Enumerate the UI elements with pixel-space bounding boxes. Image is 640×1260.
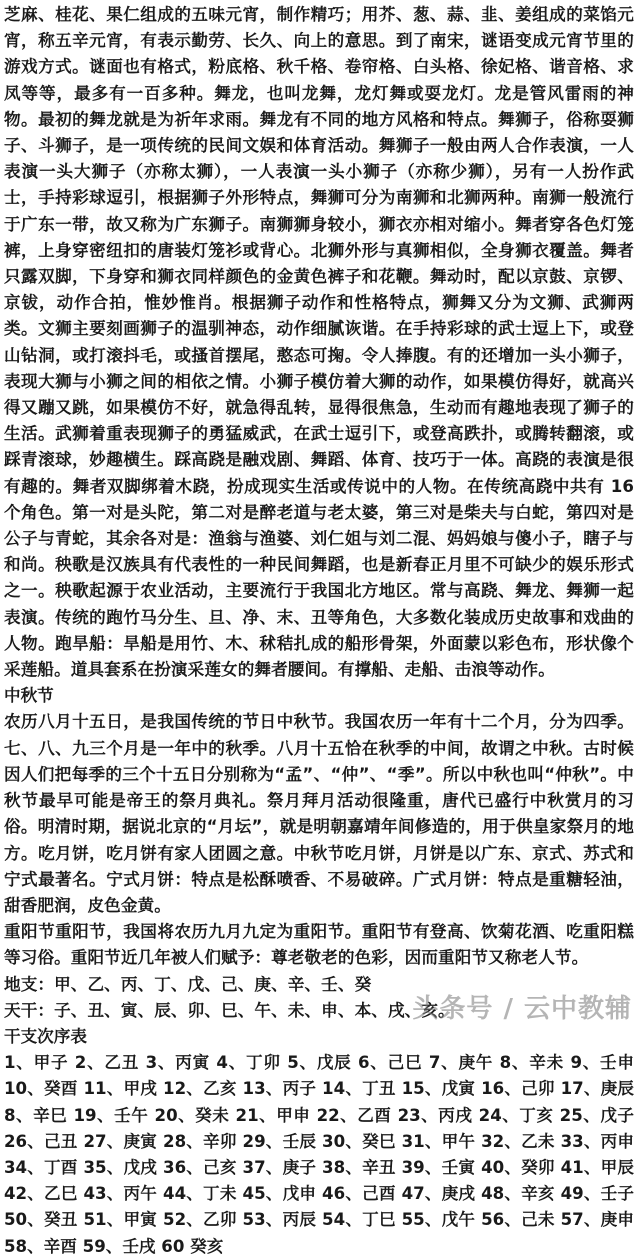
chongyang-paragraph: 重阳节重阳节，我国将农历九月九定为重阳节。重阳节有登高、饮菊花酒、吃重阳糕等习俗。重阳节近几年被人们赋予：尊老敬老的色彩，因而重阳节又称老人节。 [4, 922, 634, 968]
mid-autumn-heading: 中秋节 [4, 686, 54, 706]
ganzhi-cycle-list: 1、甲子 2、乙丑 3、丙寅 4、丁卯 5、戊辰 6、己巳 7、庚午 8、辛未 9、壬申 10、癸酉 11、甲戌 12、乙亥 13、丙子 14、丁丑 15、戊寅 16、己卯 17、庚辰 8、辛巳 19、壬午 20、癸未 21、甲申 22、乙酉 23、丙戌 24、丁亥 25、戊子 26、己丑 27、庚寅 28、辛卯 29、壬辰 30、癸巳 31、甲午 32、乙未 33、丙申 34、丁酉 35、戊戌 36、己亥 37、庚子 38、辛丑 39、壬寅 40、癸卯 41、甲辰 42、乙巳 43、丙午 44、丁未 45、戊申 46、己酉 47、庚戌 48、辛亥 49、壬子 50、癸丑 51、甲寅 52、乙卯 53、丙辰 54、丁巳 55、戊午 56、己未 57、庚申 58、辛酉 59、壬戌 60 癸亥 [4, 1053, 634, 1256]
lantern-festival-paragraph: 芝麻、桂花、果仁组成的五味元宵，制作精巧；用芥、葱、蒜、韭、姜组成的菜馅元宵，称五辛元宵，有表示勤劳、长久、向上的意思。到了南宋，谜语变成元宵节里的游戏方式。谜面也有格式，粉底格、秋千格、卷帘格、白头格、徐妃格、谐音格、求凤等等，最多有一百多种。舞龙，也叫龙舞，龙灯舞或耍龙灯。龙是管风雷雨的神物。最初的舞龙就是为祈年求雨。舞龙有不同的地方风格和特点。舞狮子，俗称耍狮子、斗狮子，是一项传统的民间文娱和体育活动。舞狮子一般由两人合作表演，一人表演一头大狮子（亦称太狮），一人表演一头小狮子（亦称少狮），另有一人扮作武士，手持彩球逗引，根据狮子外形特点，舞狮可分为南狮和北狮两种。南狮一般流行于广东一带，故又称为广东狮子。南狮狮身较小，狮衣亦相对缩小。舞者穿各色灯笼裤，上身穿密纽扣的唐装灯笼衫或背心。北狮外形与真狮相似，全身狮衣覆盖。舞者只露双脚，下身穿和狮衣同样颜色的金黄色裤子和花鞭。舞动时，配以京鼓、京锣、京钹，动作合拍，惟妙惟肖。根据狮子动作和性格特点，狮舞又分为文狮、武狮两类。文狮主要刻画狮子的温驯神态，动作细腻诙谐。在手持彩球的武士逗上下，或登山钻洞，或打滚抖毛，或搔首摆尾，憨态可掬。令人捧腹。有的还增加一头小狮子，表现大狮与小狮之间的相依之情。小狮子模仿着大狮的动作，如果模仿得好，就高兴得又蹦又跳，如果模仿不好，就急得乱转，显得很焦急，生动而有趣地表现了狮子的生活。武狮着重表现狮子的勇猛威武，在武士逗引下，或登高跌扑，或腾转翻滚，或踩青滚球，妙趣横生。踩高跷是融戏剧、舞蹈、体育、技巧于一体。高跷的表演是很有趣的。舞者双脚绑着木跷，扮成现实生活或传说中的人物。在传统高跷中共有 16 个角色。第一对是头陀，第二对是醉老道与老太婆，第三对是柴夫与白蛇，第四对是公子与青蛇，其余各对是：渔翁与渔婆、刘仁姐与刘二混、妈妈娘与傻小子，瞎子与和尚。秧歌是汉族具有代表性的一种民间舞蹈，也是新春正月里不可缺少的娱乐形式之一。秧歌起源于农业活动，主要流行于我国北方地区。常与高跷、舞龙、舞狮一起表演。传统的跑竹马分生、旦、净、末、丑等角色，大多数化装成历史故事和戏曲的人物。跑旱船：旱船是用竹、木、秫秸扎成的船形骨架，外面蒙以彩色布，形状像个采莲船。道具套系在扮演采莲女的舞者腰间。有撑船、走船、击浪等动作。 [4, 5, 634, 680]
ganzhi-table-heading: 干支次序表 [4, 1026, 87, 1046]
watermark: 头条号 / 云中教辅 [412, 994, 632, 1024]
dizhi-line: 地支：甲、乙、丙、丁、戊、己、庚、辛、壬、癸 [4, 974, 372, 994]
tiangan-line: 天干：子、丑、寅、辰、卯、巳、午、未、申、本、戌、亥。 [4, 1000, 455, 1020]
mid-autumn-paragraph: 农历八月十五日，是我国传统的节日中秋节。我国农历一年有十二个月，分为四季。七、八、九三个月是一年中的秋季。八月十五恰在秋季的中间，故谓之中秋。古时候因人们把每季的三个十五日分别称为“孟”、“仲”、“季”。所以中秋也叫“仲秋”。中秋节最早可能是帝王的祭月典礼。祭月拜月活动很隆重，唐代已盛行中秋赏月的习俗。明清时期，据说北京的“月坛”，就是明朝嘉靖年间修造的，用于供皇家祭月的地方。吃月饼，吃月饼有家人团圆之意。中秋节吃月饼，月饼是以广东、京式、苏式和宁式最著名。宁式月饼：特点是松酥喷香、不易破碎。广式月饼：特点是重糖轻油，甜香肥润，皮色金黄。 [4, 712, 634, 915]
